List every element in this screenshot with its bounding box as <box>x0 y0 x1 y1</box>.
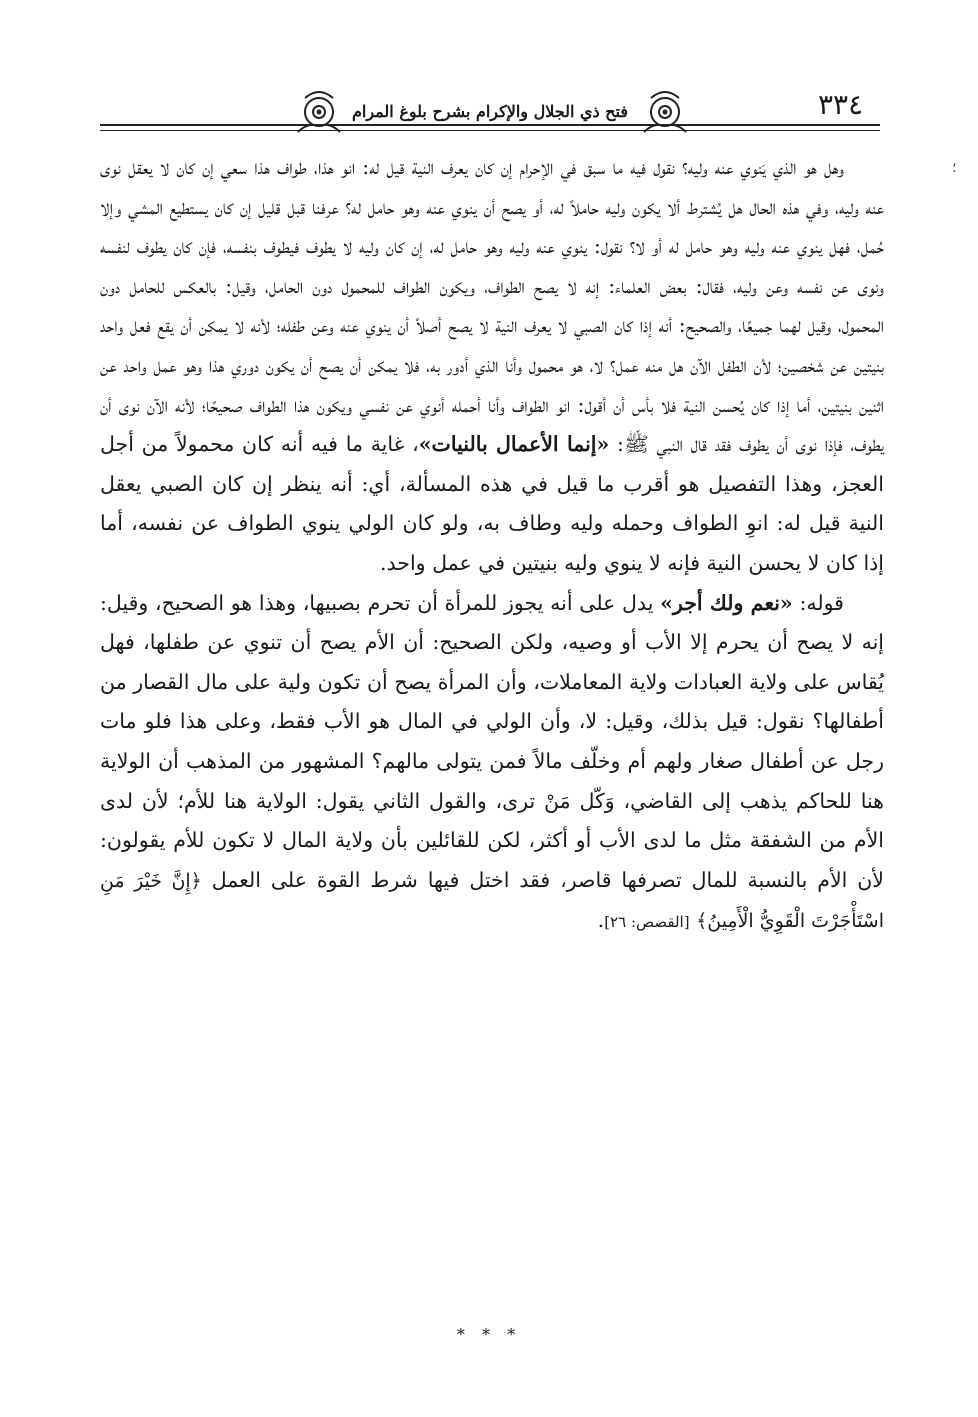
hadith-quote: «نعم ولك أجر» <box>660 590 793 615</box>
body-text <box>100 148 884 943</box>
quran-verse: ﴿إِنَّ خَيْرَ مَنِ اسْتَأْجَرْتَ الْقَوِيُّ الْأَمِينُ﴾ <box>100 869 884 933</box>
floral-ornament-icon <box>296 86 342 138</box>
paragraph-text: ، غاية ما فيه أنه كان محمولاً من أجل العجز، وهذا التفصيل هو أقرب ما قيل في هذه المسألة، أي: أنه ينظر إن كان الصبي يعقل النية قيل له: انوِ الطواف وحمله وليه وطاف به، ولو كان الولي ينوي الطواف عن نفسه، أما إذا كان لا يحسن النية فإنه لا ينوي وليه بنيتين في عمل واحد. <box>100 432 884 575</box>
paragraph <box>100 148 884 584</box>
floral-ornament-icon <box>642 86 688 138</box>
paragraph-text: . <box>597 908 605 933</box>
paragraph <box>100 584 884 943</box>
running-header <box>100 80 880 140</box>
paragraph-text: وهل هو الذي يَنوي عنه وليه؟ نقول فيه ما سبق في الإحرام إن كان يعرف النية قيل له: انو هذا، طواف هذا سعي إن كان لا يعقل نوى عنه وليه، وفي هذه الحال هل يُشترط ألا يكون وليه حاملاً له، أو يصح أن ينوي عنه وهو حامل له؟ عرفنا قبل قليل إن كان يستطيع المشي وإلا حُمل، فهل ينوي عنه وليه وهو حامل له أو لا؟ نقول: ينوي عنه وليه وهو حامل له، إن كان وليه لا يطوف فيطوف بنفسه، فإن كان يطوف لنفسه ونوى عن نفسه وعن وليه، فقال: بعض العلماء: إنه لا يصح الطواف، ويكون الطواف للمحمول دون الحامل، وقيل: بالعكس للحامل دون المحمول، وقيل لهما جميعًا، والصحيح: أنه إذا كان الصبي لا يعرف النية لا يصح أصلاً أن ينوي عنه وعن طفله؛ لأنه لا يمكن أن يقع فعل واحد بنيتين عن شخصين؛ لأن الطفل الآن هل منه عمل؟ لا، هو محمول وأنا الذي أدور به، فلا يمكن أن يصح أن يكون دوري هذا وهو عمل واحد عن اثنين بنيتين، أما إذا كان يُحسن النية فلا بأس أن أقول: انو الطواف وأنا أحمله أنوي عن نفسي ويكون هذا الطواف صحيحًا؛ لأنه الآن نوى أن يطوف، فإذا نوى أن يطوف فقد قال النبي ﷺ: <box>100 155 884 457</box>
paragraph-text: يدل على أنه يجوز للمرأة أن تحرم بصبيها، وهذا هو الصحيح، وقيل: إنه لا يصح أن يحرم إلا الأب أو وصيه، ولكن الصحيح: أن الأم يصح أن تنوي عن طفلها، فهل يُقاس على ولاية العبادات ولاية المعاملات، وأن المرأة يصح أن تكون ولية على مال القصار من أطفالها؟ نقول: قيل بذلك، وقيل: لا، وأن الولي في المال هو الأب فقط، وعلى هذا فلو مات رجل عن أطفال صغار ولهم أم وخلّف مالاً فمن يتولى مالهم؟ المشهور من المذهب أن الولاية هنا للحاكم يذهب إلى القاضي، وَكّل مَنْ ترى، والقول الثاني يقول: الولاية هنا للأم؛ لأن لدى الأم من الشفقة مثل ما لدى الأب أو أكثر، لكن للقائلين بأن ولاية المال لا تكون للأم يقولون: لأن الأم بالنسبة للمال تصرفها قاصر، فقد اختل فيها شرط القوة على العمل <box>100 590 884 892</box>
section-separator: * * * <box>456 1325 522 1344</box>
paragraph-text: قوله: <box>792 590 844 615</box>
running-title: فتح ذي الجلال والإكرام بشرح بلوغ المرام <box>340 102 640 121</box>
sura-reference: [القصص: ٢٦] <box>604 913 690 932</box>
hadith-quote: «إنما الأعمال بالنيات» <box>418 432 610 457</box>
margin-mark: ؛ <box>952 160 957 176</box>
header-rule <box>100 124 880 126</box>
page-number: ٣٣٤ <box>818 88 864 121</box>
header-rule <box>100 130 880 131</box>
